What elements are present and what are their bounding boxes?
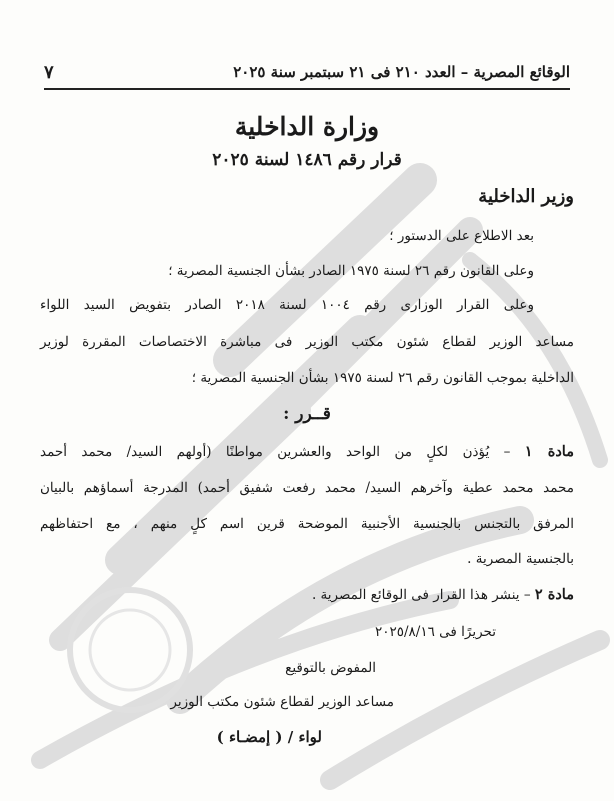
resolved-heading: قــرر : <box>283 404 331 424</box>
running-title: الوقائع المصرية – العدد ٢١٠ فى ٢١ سبتمبر سنة ٢٠٢٥ <box>233 63 570 81</box>
article-1-line: المرفق بالتجنس بالجنسية الأجنبية الموضحة قرين اسم كلٍ منهم ، مع احتفاظهم <box>40 516 574 532</box>
article-1-line: محمد محمد عطية وآخرهم السيد/ محمد رفعت شفيق أحمد) المدرجة أسماؤهم بالبيان <box>40 480 574 496</box>
preamble-line: مساعد الوزير لقطاع شئون مكتب الوزير فى مباشرة الاختصاصات المقررة لوزير <box>40 334 574 350</box>
article-2-label: مادة ٢ <box>534 586 574 603</box>
article-1-text: – يُؤذن لكلٍ من الواحد والعشرين مواطنًا (أولهم السيد/ محمد أحمد <box>40 444 511 460</box>
signature-rank: لواء / ( إمضـاء ) <box>216 728 322 746</box>
signature-title: مساعد الوزير لقطاع شئون مكتب الوزير <box>170 694 394 710</box>
article-1-label: مادة ١ <box>524 443 574 460</box>
preamble-line: وعلى القانون رقم ٢٦ لسنة ١٩٧٥ الصادر بشأن الجنسية المصرية ؛ <box>168 263 534 279</box>
issue-date: تحريرًا فى ٢٠٢٥/٨/١٦ <box>374 624 496 640</box>
running-header <box>44 58 570 90</box>
article-1-first-line <box>40 443 574 460</box>
article-2 <box>312 586 574 603</box>
issuer-heading: وزير الداخلية <box>478 186 574 207</box>
preamble-line: وعلى القرار الوزارى رقم ١٠٠٤ لسنة ٢٠١٨ الصادر بتفويض السيد اللواء <box>40 297 534 313</box>
preamble-line: الداخلية بموجب القانون رقم ٢٦ لسنة ١٩٧٥ بشأن الجنسية المصرية ؛ <box>191 370 574 386</box>
article-1-line: بالجنسية المصرية . <box>467 551 574 567</box>
decree-title: قرار رقم ١٤٨٦ لسنة ٢٠٢٥ <box>212 150 402 170</box>
ministry-title: وزارة الداخلية <box>234 112 380 141</box>
article-2-text: – ينشر هذا القرار فى الوقائع المصرية . <box>311 587 531 603</box>
preamble-line: بعد الاطلاع على الدستور ؛ <box>389 228 534 244</box>
page-number: ٧ <box>44 61 54 83</box>
signature-delegated: المفوض بالتوقيع <box>285 660 376 676</box>
